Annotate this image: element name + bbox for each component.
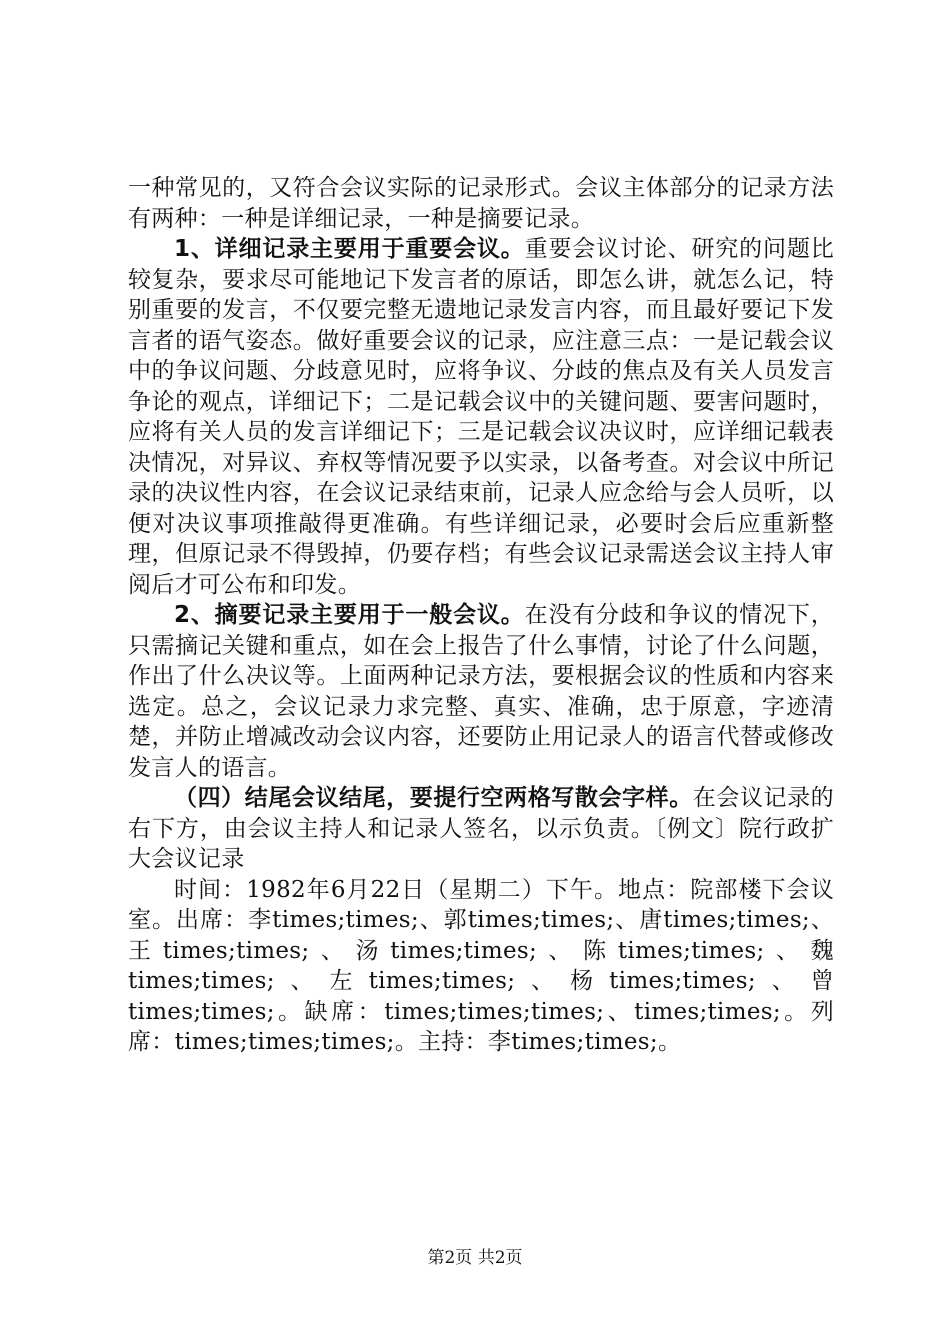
paragraph-lead: 2、摘要记录主要用于一般会议。: [174, 602, 525, 628]
paragraph-text: 重要会议讨论、研究的问题比较复杂，要求尽可能地记下发言者的原话，即怎么讲，就怎么记，特别重要的发言，不仅要完整无遗地记录发言内容，而且最好要记下发言者的语气姿态。做好重要会议的记录，应注意三点：一是记载会议中的争议问题、分歧意见时，应将争议、分歧的焦点及有关人员发言争论的观点，详细记下；二是记载会议中的关键问题、要害问题时，应将有关人员的发言详细记下；三是记载会议决议时，应详细记载表决情况，对异议、弃权等情况要予以实录，以备考查。对会议中所记录的决议性内容，在会议记录结束前，记录人应念给与会人员听，以便对决议事项推敲得更准确。有些详细记录，必要时会后应重新整理，但原记录不得毁掉，仍要存档；有些会议记录需送会议主持人审阅后才可公布和印发。: [128, 236, 834, 598]
paragraph-text: 在没有分歧和争议的情况下，只需摘记关键和重点，如在会上报告了什么事情，讨论了什么问题，作出了什么决议等。上面两种记录方法，要根据会议的性质和内容来选定。总之，会议记录力求完整、真实、准确，忠于原意，字迹清楚，并防止增减改动会议内容，还要防止用记录人的语言代替或修改发言人的语言。: [128, 602, 834, 781]
paragraph-lead: 1、详细记录主要用于重要会议。: [174, 236, 525, 262]
paragraph-text: 在会议记录的右下方，由会议主持人和记录人签名，以示负责。〔例文〕院行政扩大会议记录: [128, 785, 834, 872]
paragraph-detailed-record: [128, 234, 834, 600]
page-footer: 第2页 共2页: [427, 1248, 523, 1268]
paragraph-summary-record: [128, 600, 834, 783]
paragraph-ending: [128, 783, 834, 875]
paragraph-continuation: [128, 173, 834, 234]
paragraph-text: 一种常见的，又符合会议实际的记录形式。会议主体部分的记录方法有两种：一种是详细记录，一种是摘要记录。: [128, 175, 834, 232]
document-body: [128, 173, 834, 1058]
paragraph-text: 时间：1982年6月22日（星期二）下午。地点：院部楼下会议室。出席：李times;times;、郭times;times;、唐times;times;、王times;times;、汤times;times;、陈times;times;、魏times;times;、左times;times;、杨times;times;、曾times;times;。缺席：times;times;times;、times;times;。列席：times;times;times;。主持：李times;times;。: [128, 876, 834, 1055]
paragraph-meeting-info: [128, 875, 834, 1058]
paragraph-lead: （四）结尾会议结尾，要提行空两格写散会字样。: [174, 785, 693, 811]
